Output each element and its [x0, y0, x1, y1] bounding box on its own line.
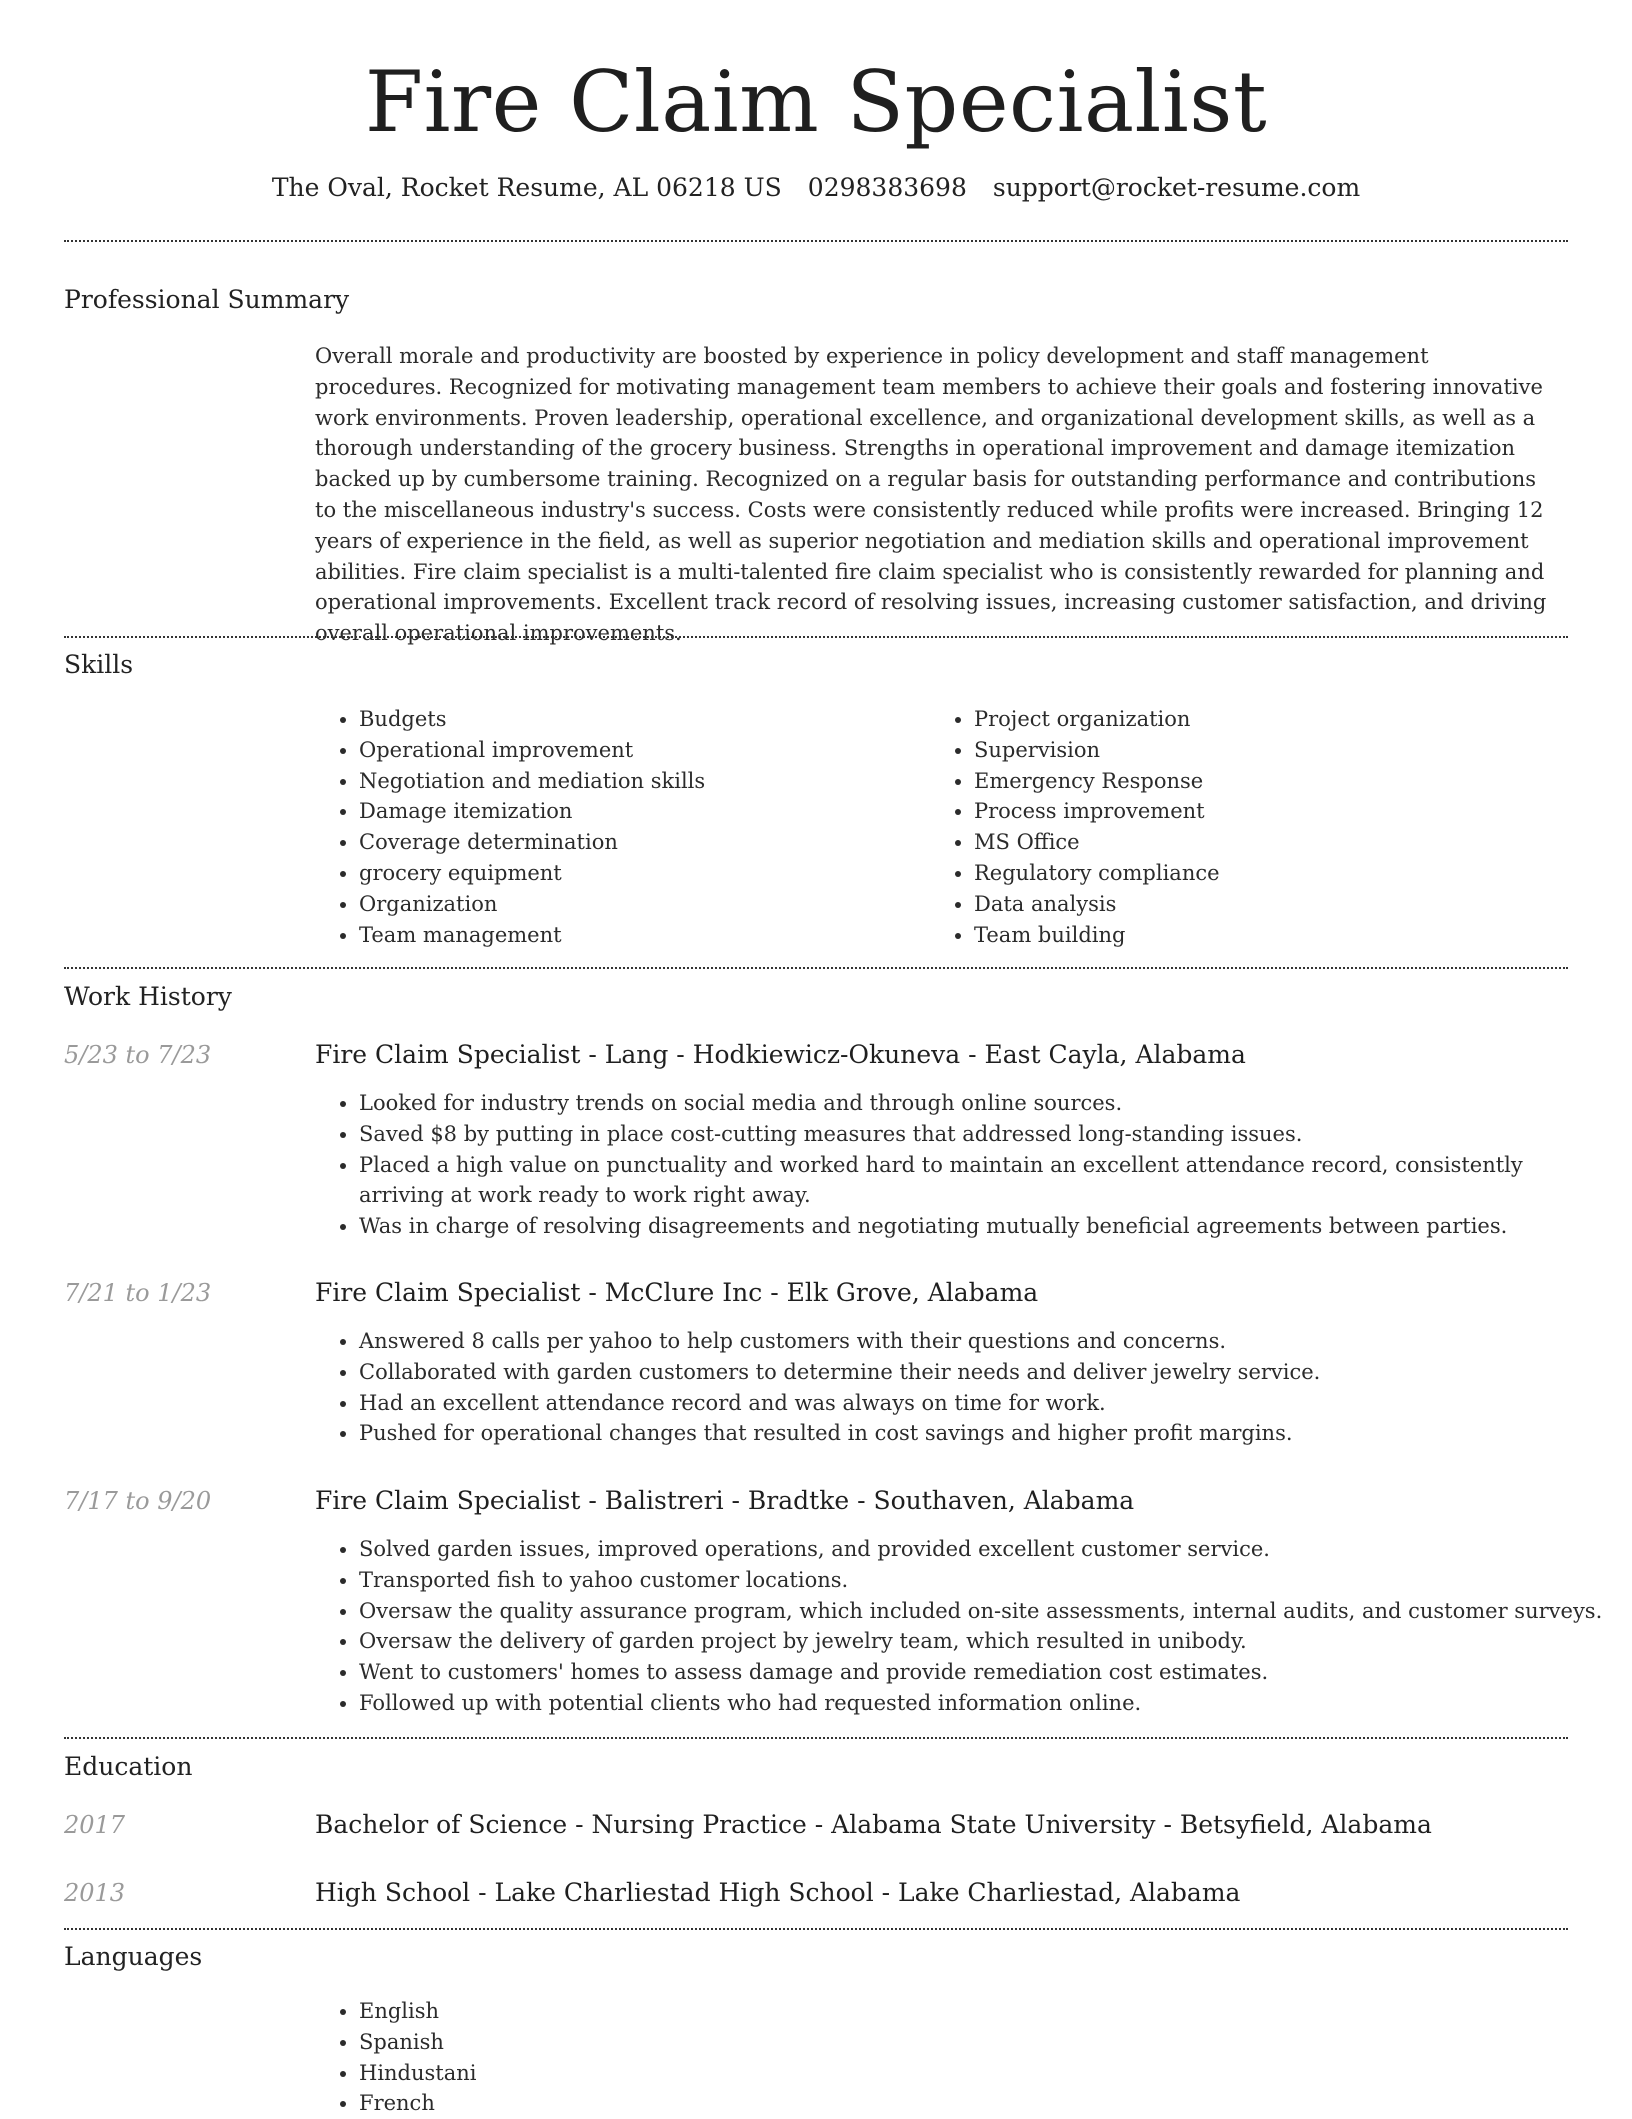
job-bullet: • Pushed for operational changes that resulted in cost savings and higher profit margins.	[359, 1418, 1604, 1449]
candidate-name: Fire Claim Specialist	[364, 53, 1268, 151]
skill-item: • Coverage determination	[359, 827, 919, 858]
job-bullet: • Was in charge of resolving disagreements and negotiating mutually beneficial agreements between parties.	[359, 1211, 1604, 1242]
languages-heading: Languages	[64, 1942, 203, 1971]
job-bullet: • Followed up with potential clients who had requested information online.	[359, 1688, 1604, 1719]
job-bullet: • Transported fish to yahoo customer locations.	[359, 1565, 1604, 1596]
education-year: 2017	[64, 1811, 126, 1839]
skill-item: • MS Office	[974, 827, 1574, 858]
job-bullets	[315, 1326, 1604, 1449]
email: support@rocket-resume.com	[992, 173, 1361, 202]
job-title: Fire Claim Specialist - Lang - Hodkiewicz-Okuneva - East Cayla, Alabama	[315, 1040, 1246, 1069]
skill-item: • Budgets	[359, 704, 919, 735]
skills-list-right	[930, 704, 1574, 950]
section-divider	[64, 1737, 1568, 1739]
education-year: 2013	[64, 1879, 126, 1907]
language-item: • Hindustani	[359, 2058, 919, 2089]
skill-item: • Organization	[359, 889, 919, 920]
job-bullet: • Went to customers' homes to assess damage and provide remediation cost estimates.	[359, 1657, 1604, 1688]
job-dates: 5/23 to 7/23	[64, 1041, 212, 1069]
skill-item: • Regulatory compliance	[974, 858, 1574, 889]
skill-item: • Project organization	[974, 704, 1574, 735]
education-heading: Education	[64, 1752, 193, 1781]
job-bullet: • Saved $8 by putting in place cost-cutting measures that addressed long-standing issues.	[359, 1119, 1604, 1150]
language-item: • French	[359, 2088, 919, 2119]
address: The Oval, Rocket Resume, AL 06218 US	[271, 173, 782, 202]
section-divider	[64, 240, 1568, 242]
skill-item: • Operational improvement	[359, 735, 919, 766]
skill-item: • Data analysis	[974, 889, 1574, 920]
skill-item: • Emergency Response	[974, 766, 1574, 797]
languages-list	[315, 1996, 919, 2119]
job-bullet: • Solved garden issues, improved operations, and provided excellent customer service.	[359, 1534, 1604, 1565]
language-item: • Spanish	[359, 2027, 919, 2058]
job-bullets	[315, 1534, 1604, 1719]
skill-item: • Process improvement	[974, 796, 1574, 827]
skill-item: • Supervision	[974, 735, 1574, 766]
job-title: Fire Claim Specialist - McClure Inc - Elk Grove, Alabama	[315, 1278, 1039, 1307]
job-bullet: • Oversaw the quality assurance program, which included on-site assessments, internal audits, and customer surveys.	[359, 1596, 1604, 1627]
summary-heading: Professional Summary	[64, 285, 350, 314]
section-divider	[64, 967, 1568, 969]
job-bullet: • Answered 8 calls per yahoo to help customers with their questions and concerns.	[359, 1326, 1604, 1357]
job-bullets	[315, 1088, 1604, 1242]
skill-item: • grocery equipment	[359, 858, 919, 889]
skill-item: • Damage itemization	[359, 796, 919, 827]
summary-text: Overall morale and productivity are boosted by experience in policy development and staff management procedures. Recognized for motivating management team members to achieve their goals and fostering innovative work environments. Proven leadership, operational excellence, and organizational development skills, as well as a thorough understanding of the grocery business. Strengths in operational improvement and damage itemization backed up by cumbersome training. Recognized on a regular basis for outstanding performance and contributions to the miscellaneous industry's success. Costs were consistently reduced while profits were increased. Bringing 12 years of experience in the field, as well as superior negotiation and mediation skills and operational improvement abilities. Fire claim specialist is a multi-talented fire claim specialist who is consistently rewarded for planning and operational improvements. Excellent track record of resolving issues, increasing customer satisfaction, and driving overall operational improvements.	[315, 344, 1547, 646]
education-entry: High School - Lake Charliestad High School - Lake Charliestad, Alabama	[315, 1878, 1241, 1907]
phone: 0298383698	[807, 173, 967, 202]
section-divider	[64, 1928, 1568, 1930]
skill-item: • Team management	[359, 920, 919, 951]
job-dates: 7/21 to 1/23	[64, 1279, 212, 1307]
job-bullet: • Looked for industry trends on social media and through online sources.	[359, 1088, 1604, 1119]
education-entry: Bachelor of Science - Nursing Practice - Alabama State University - Betsyfield, Alabama	[315, 1810, 1432, 1839]
skill-item: • Negotiation and mediation skills	[359, 766, 919, 797]
job-dates: 7/17 to 9/20	[64, 1487, 212, 1515]
skill-item: • Team building	[974, 920, 1574, 951]
job-bullet: • Placed a high value on punctuality and worked hard to maintain an excellent attendance record, consistently arriving at work ready to work right away.	[359, 1150, 1604, 1212]
job-bullet: • Collaborated with garden customers to determine their needs and deliver jewelry service.	[359, 1357, 1604, 1388]
language-item: • English	[359, 1996, 919, 2027]
skills-heading: Skills	[64, 650, 134, 679]
job-title: Fire Claim Specialist - Balistreri - Bradtke - Southaven, Alabama	[315, 1486, 1135, 1515]
skills-list-left	[315, 704, 919, 950]
contact-line	[0, 170, 1632, 206]
job-bullet: • Had an excellent attendance record and was always on time for work.	[359, 1388, 1604, 1419]
work-heading: Work History	[64, 982, 232, 1011]
job-bullet: • Oversaw the delivery of garden project by jewelry team, which resulted in unibody.	[359, 1626, 1604, 1657]
section-divider	[64, 636, 1568, 638]
